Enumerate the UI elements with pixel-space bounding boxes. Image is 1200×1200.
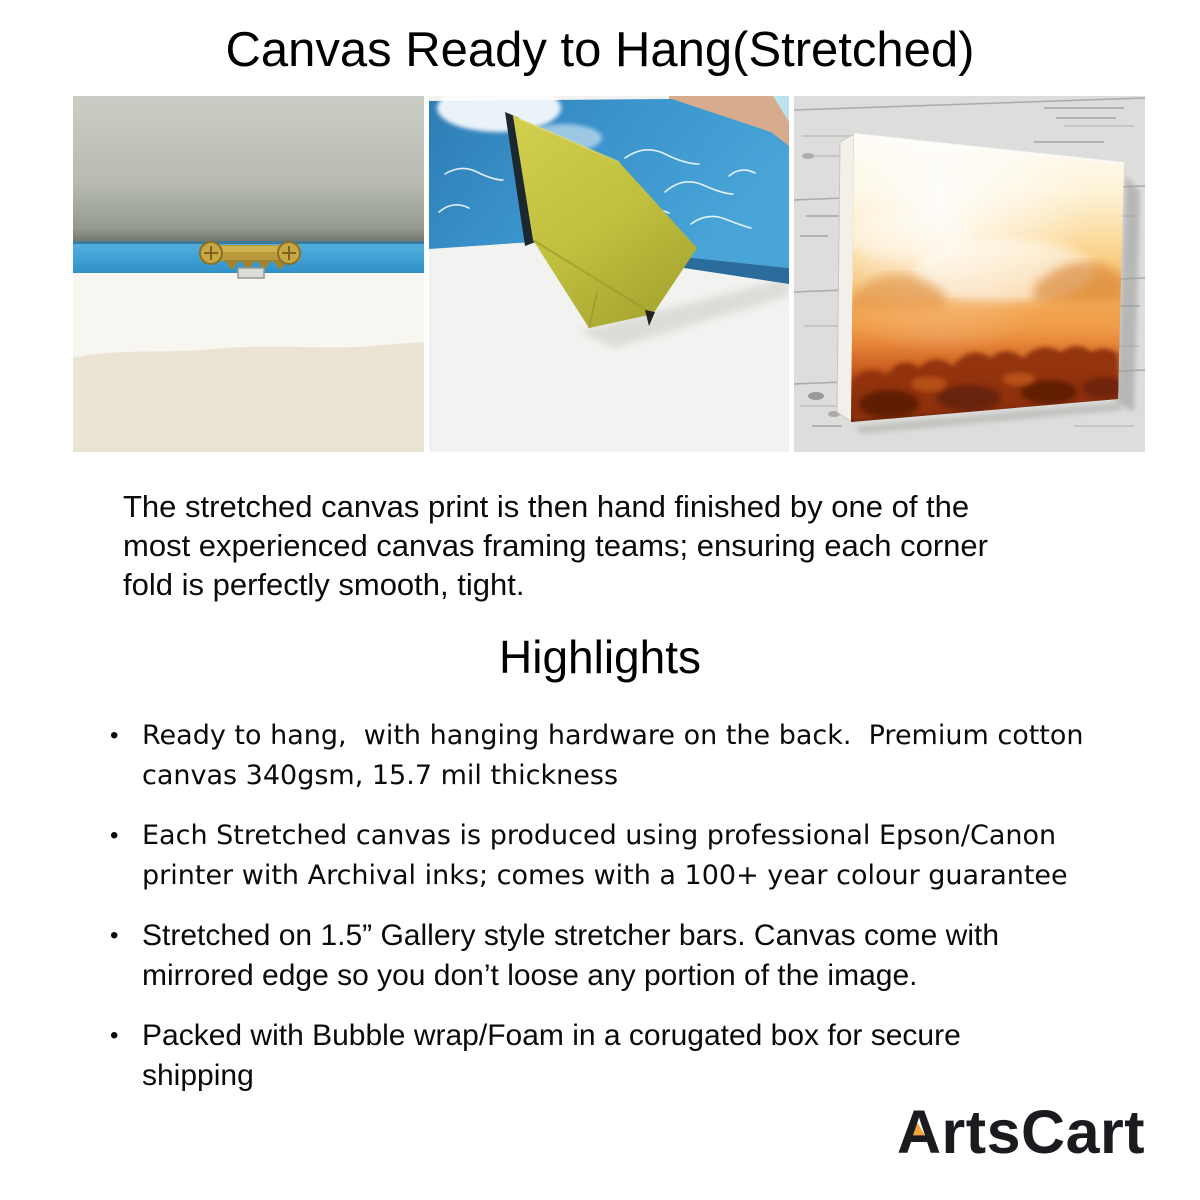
highlight-line: Stretched on 1.5” Gallery style stretcher bars. Canvas come with (142, 919, 1000, 952)
highlight-line: Ready to hang, with hanging hardware on the back. Premium cotton (142, 720, 1084, 751)
highlight-line: Packed with Bubble wrap/Foam in a corugated box for secure (142, 1019, 961, 1052)
highlights-list (110, 716, 1084, 1116)
photo-strip (73, 96, 1145, 452)
highlight-item-hardware (110, 716, 1084, 796)
canvas-corner-fold-image (429, 96, 789, 452)
highlight-line: canvas 340gsm, 15.7 mil thickness (142, 760, 619, 791)
photo-canvas-corner-fold (429, 96, 789, 452)
bullet-dot: • (110, 922, 119, 949)
bullet-dot: • (110, 1022, 119, 1049)
highlight-line: Each Stretched canvas is produced using professional Epson/Canon (142, 820, 1057, 851)
highlight-line: shipping (142, 1059, 254, 1092)
brand-name: ArtsCart (897, 1098, 1146, 1166)
bullet-dot: • (110, 822, 119, 849)
photo-canvas-hanging-on-wall (794, 96, 1145, 452)
description-line-2: most experienced canvas framing teams; ensuring each corner (123, 528, 988, 563)
photo-canvas-back-hanging-hardware (73, 96, 424, 452)
highlight-item-packing (110, 1016, 1084, 1096)
brand-logo (897, 1098, 1146, 1172)
description-line-3: fold is perfectly smooth, tight. (123, 567, 525, 602)
highlight-item-stretcher-bars (110, 916, 1084, 996)
highlight-line: mirrored edge so you don’t loose any portion of the image. (142, 959, 918, 992)
highlight-item-printing (110, 816, 1084, 896)
highlight-line: printer with Archival inks; comes with a 100+ year colour guarantee (142, 860, 1068, 891)
canvas-back-hardware-image (73, 96, 424, 452)
description (123, 487, 988, 604)
sunset-canvas-on-wall-image (794, 96, 1145, 452)
page-title: Canvas Ready to Hang(Stretched) (225, 23, 975, 77)
highlights-title: Highlights (499, 631, 701, 683)
bullet-dot: • (110, 722, 119, 749)
description-line-1: The stretched canvas print is then hand finished by one of the (123, 489, 970, 524)
